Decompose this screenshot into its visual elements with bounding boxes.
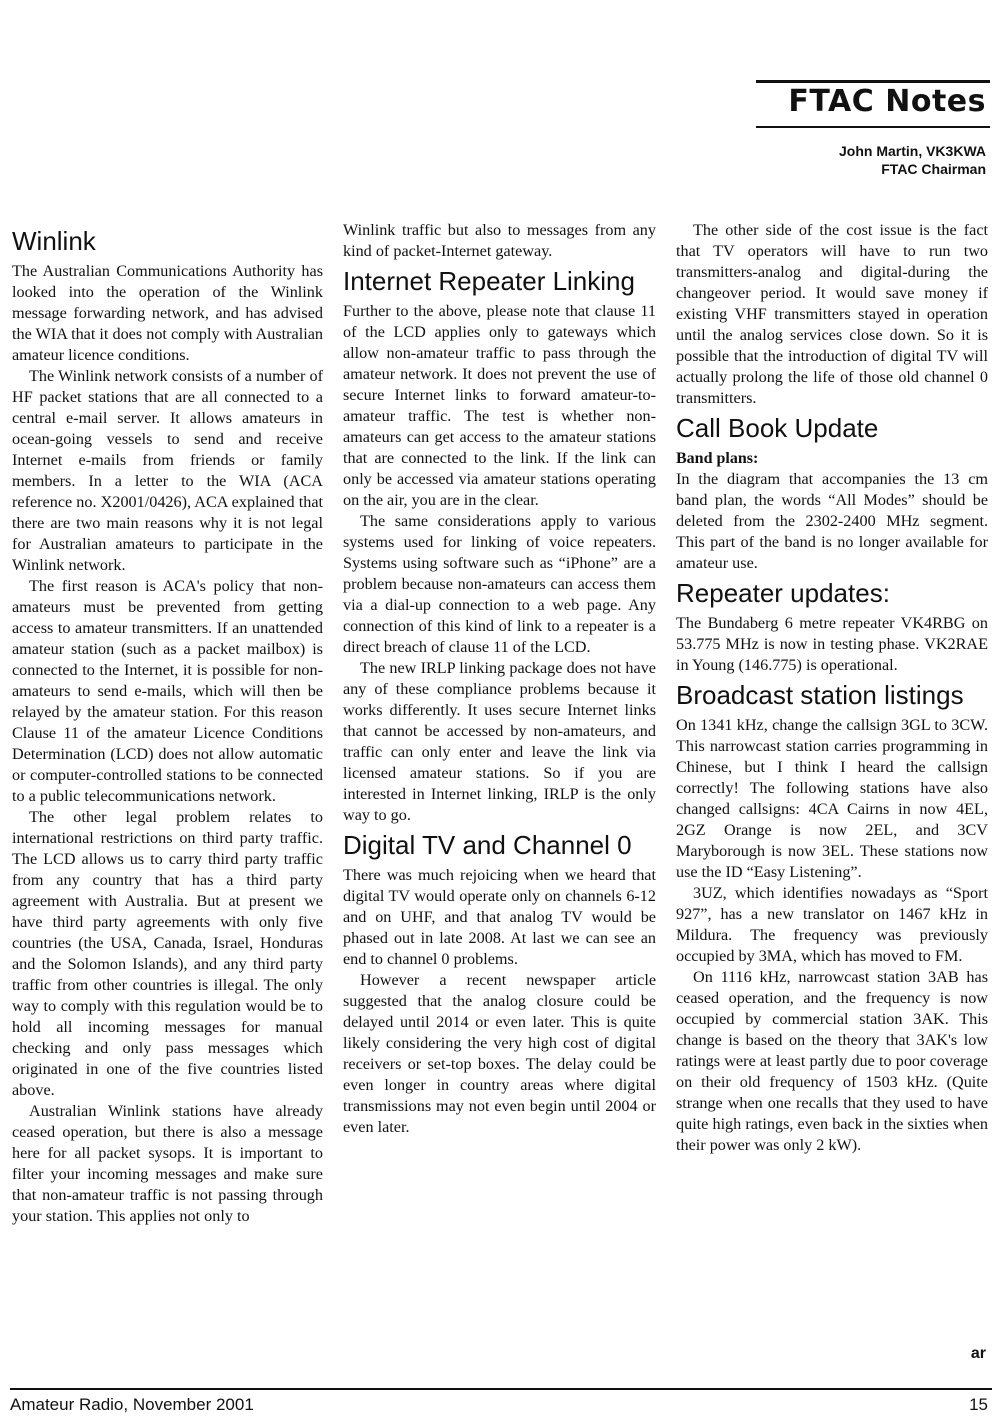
paragraph: The first reason is ACA's policy that non-amateurs must be prevented from getting access to amateur transmitters. If an unattended amateur station (such as a packet mailbox) is connected to the Internet, it is possible for non-amateurs to send e-mails, which will then be relayed by the amateur station. For this reason Clause 11 of the amateur Licence Conditions Determination (LCD) does not allow automatic or computer-controlled stations to be connected to a public telecommunications network. xyxy=(12,577,323,805)
heading-call-book-update: Call Book Update xyxy=(676,413,879,443)
end-mark: ar xyxy=(970,1345,986,1362)
author-name: John Martin, VK3KWA xyxy=(838,143,986,159)
heading-winlink: Winlink xyxy=(12,226,96,256)
subheading-band-plans: Band plans: xyxy=(676,450,759,467)
paragraph: The Bundaberg 6 metre repeater VK4RBG on 53.775 MHz is now in testing phase. VK2RAE in Young (146.775) is operational. xyxy=(676,614,988,674)
paragraph: The new IRLP linking package does not have any of these compliance problems because it works differently. It uses secure Internet links that cannot be accessed by non-amateurs, and traffic can only enter and leave the link via licensed amateur stations. So if you are interested in Internet linking, IRLP is the only way to go. xyxy=(343,659,656,824)
footer-rule xyxy=(10,1388,992,1390)
paragraph: 3UZ, which identifies nowadays as “Sport 927”, has a new translator on 1467 kHz in Mildura. The frequency was previously occupied by 3MA, which has moved to FM. xyxy=(676,884,988,965)
paragraph: The Australian Communications Authority has looked into the operation of the Winlink message forwarding network, and has advised the WIA that it does not comply with Australian amateur licence conditions. xyxy=(12,262,323,364)
paragraph: On 1341 kHz, change the callsign 3GL to 3CW. This narrowcast station carries programming in Chinese, but I think I heard the callsign correctly! The following stations have also changed callsigns: 4CA Cairns in now 4EL, 2GZ Orange is now 2EL, and 3CV Maryborough is now 3EL. These stations now use the ID “Easy Listening”. xyxy=(676,716,988,881)
paragraph: The other legal problem relates to international restrictions on third party traffic. The LCD allows us to carry third party traffic from any country that has a third party agreement with Australia. But at present we have third party agreements with only five countries (the USA, Canada, Israel, Honduras and the Solomon Islands), and any third party traffic from other countries is illegal. The only way to comply with this regulation would be to hold all incoming messages for manual checking and only pass messages which originated in one of the five countries listed above. xyxy=(12,808,323,1099)
heading-internet-repeater-linking: Internet Repeater Linking xyxy=(343,266,635,296)
paragraph: The Winlink network consists of a number of HF packet stations that are all connected to a central e-mail server. It allows amateurs in ocean-going vessels to send and receive Internet e-mails from friends or family members. In a letter to the WIA (ACA reference no. X2001/0426), ACA explained that there are two main reasons why it is not legal for Australian amateurs to participate in the Winlink network. xyxy=(12,367,323,574)
author-role: FTAC Chairman xyxy=(881,161,986,177)
paragraph: Australian Winlink stations have already ceased operation, but there is also a message here for all packet sysops. It is important to filter your incoming messages and make sure that non-amateur traffic is not passing through your station. This applies not only to xyxy=(12,1102,323,1225)
paragraph: In the diagram that accompanies the 13 cm band plan, the words “All Modes” should be deleted from the 2302-2400 MHz segment. This part of the band is no longer available for amateur use. xyxy=(676,470,988,572)
page-number: 15 xyxy=(969,1395,988,1414)
header-rule-top xyxy=(756,80,990,83)
paragraph: Winlink traffic but also to messages from any kind of packet-Internet gateway. xyxy=(343,221,656,260)
paragraph: On 1116 kHz, narrowcast station 3AB has ceased operation, and the frequency is now occupied by commercial station 3AK. This change is based on the theory that 3AK's low ratings were at least partly due to poor coverage on their old frequency of 1503 kHz. (Quite strange when one recalls that they used to have quite high ratings, even back in the sixties when their power was only 2 kW). xyxy=(676,968,988,1154)
heading-broadcast-listings: Broadcast station listings xyxy=(676,680,964,710)
footer-publication: Amateur Radio, November 2001 xyxy=(10,1395,254,1414)
column-2 xyxy=(343,220,656,1138)
page-title: FTAC Notes xyxy=(788,84,986,119)
paragraph: However a recent newspaper article suggested that the analog closure could be delayed until 2014 or even later. This is quite likely considering the very high cost of digital receivers or set-top boxes. The delay could be even longer in country areas where digital transmissions may not even begin until 2004 or even later. xyxy=(343,971,656,1136)
column-1 xyxy=(12,222,323,1227)
byline xyxy=(839,142,986,178)
paragraph: The same considerations apply to various systems used for linking of voice repeaters. Systems using software such as “iPhone” are a problem because non-amateurs can access them via a dial-up connection to a web page. Any connection of this kind of link to a repeater is a direct breach of clause 11 of the LCD. xyxy=(343,512,656,656)
paragraph: There was much rejoicing when we heard that digital TV would operate only on channels 6-12 and on UHF, and that analog TV would be phased out in late 2008. At last we can see an end to channel 0 problems. xyxy=(343,866,656,968)
paragraph: The other side of the cost issue is the fact that TV operators will have to run two transmitters-analog and digital-during the changeover period. It would save money if existing VHF transmitters stayed in operation until the analog services close down. So it is possible that the introduction of digital TV will actually prolong the life of those old channel 0 transmitters. xyxy=(676,221,988,407)
header-rule-bottom xyxy=(756,126,990,128)
column-3 xyxy=(676,220,988,1156)
paragraph: Further to the above, please note that clause 11 of the LCD applies only to gateways which allow non-amateur traffic to pass through the amateur network. It does not prevent the use of secure Internet links to forward amateur-to-amateur traffic. The test is whether non-amateurs can get access to the amateur stations that are connected to the link. If the link can only be accessed via amateur stations operating on the air, you are in the clear. xyxy=(343,302,656,509)
heading-repeater-updates: Repeater updates: xyxy=(676,578,890,608)
heading-digital-tv: Digital TV and Channel 0 xyxy=(343,830,632,860)
